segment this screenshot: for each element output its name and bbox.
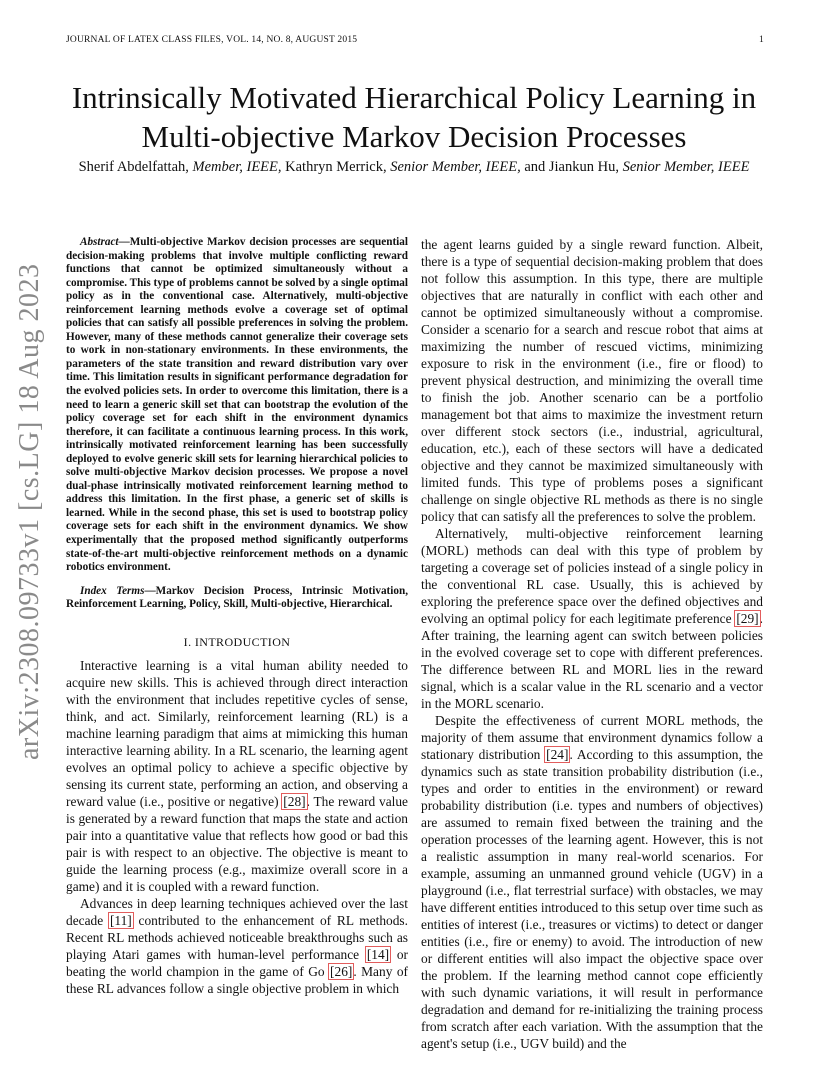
section-heading: I. INTRODUCTION bbox=[183, 634, 291, 649]
paragraph-text: Advances in deep learning techniques achieved over the last decade bbox=[66, 895, 408, 928]
intro-paragraph-5 bbox=[421, 712, 763, 1052]
citation-link[interactable]: [11] bbox=[109, 912, 132, 928]
author-name: and Jiankun Hu, bbox=[524, 159, 619, 175]
paragraph-text: . According to this assumption, the dynamics such as state transition probability distribution (i.e., types and order to entities in the environment) or reward probability distribution (i.e. types and numbers of objectives) are assumed to remain fixed between the training and the operation processes of the learning agent. However, this is not a realistic assumption in many real-world scenarios. For example, assuming an unmanned ground vehicle (UGV) in a playground (i.e., flat terrestrial surface) with obstacles, we may have different entities introduced to this setup over time such as entities of interest (i.e., treasures or victims) to detect or danger entities (i.e., fire or enemy) to avoid. The introduction of new or different entities will also impact the objective space over the problem. If the learning method cannot cope efficiently with such dynamic variations, it will result in performance degradation and demand for re-initializing the training process from scratch after each variation. With the assumption that the agent's setup (i.e., UGV build) and the bbox=[421, 747, 764, 1051]
abstract-lead: Abstract bbox=[80, 236, 119, 248]
paragraph-text: . After training, the learning agent can switch between policies in the evolved coverage set to cope with different preferences. The difference between RL and MORL lies in the reward signal, which is a scalar value in the RL scenario and a vector in the MORL scenario. bbox=[421, 611, 763, 711]
index-terms-text: —Markov Decision Process, Intrinsic Motivation, Reinforcement Learning, Policy, Skill, Multi-objective, Hierarchical. bbox=[66, 584, 408, 611]
paragraph-text: or beating the world champion in the game of Go bbox=[66, 946, 408, 979]
paragraph-text: Despite the effectiveness of current MORL methods, the majority of them assume that environment dynamics follow a stationary distribution bbox=[421, 713, 763, 762]
intro-paragraph-3: the agent learns guided by a single reward function. Albeit, there is a type of sequential decision-making problem that does not follow this assumption. In this type, there are multiple objectives that are naturally in conflict with each other and cannot be optimized simultaneously without a compromise. Consider a scenario for a search and rescue robot that aims at maximizing the number of rescued victims, minimizing exposure to risk in the environment (i.e., fire or flood) to prevent physical destruction, and minimizing the overall time to finish the job. Another scenario can be a portfolio management bot that aims to maximize the investment return over different stock sectors (i.e., industrial, agricultural, education, etc.), each of these sectors will have a dedicated objective and they cannot be maximized simultaneously with limited funds. This type of problems poses a significant challenge on single objective RL methods as there is no single policy that can satisfy all the preferences to solve the problem. bbox=[421, 237, 763, 524]
running-header bbox=[66, 35, 764, 49]
page-number: 1 bbox=[759, 35, 764, 45]
paragraph-text: . The reward value is generated by a reward function that maps the state and action pair into a quantitative value that reflects how good or bad this pair is with respect to an objective. The objective is meant to guide the learning process (e.g., maximize overall score in a game) and it is coupled with a reward function. bbox=[66, 793, 408, 894]
journal-name: JOURNAL OF LATEX CLASS FILES, VOL. 14, NO. 8, AUGUST 2015 bbox=[66, 35, 358, 45]
intro-paragraph-4 bbox=[421, 525, 763, 712]
abstract bbox=[66, 236, 408, 575]
paragraph-text: . Many of these RL advances follow a single objective problem in which bbox=[66, 963, 408, 996]
author-name: Kathryn Merrick, bbox=[285, 159, 387, 175]
paragraph-text: Interactive learning is a vital human ability needed to acquire new skills. This is achieved through direct interaction with the environment that includes repetitive cycles of sense, think, and act. Similarly, reinforcement learning (RL) is a machine learning paradigm that aims at mimicking this human interactive learning ability. In a RL scenario, the learning agent evolves an optimal policy to achieve a specific objective by sensing its current state, performing an action, and observing a reward value (i.e., positive or negative) bbox=[66, 657, 408, 809]
left-column bbox=[66, 236, 408, 997]
citation-link[interactable]: [29] bbox=[736, 611, 759, 626]
paper-title: Intrinsically Motivated Hierarchical Policy Learning in Multi-objective Markov Decision Processes bbox=[71, 80, 757, 154]
index-terms-lead: Index Terms bbox=[80, 584, 145, 597]
citation-link[interactable]: [26] bbox=[330, 963, 353, 979]
author-role: Member, IEEE, bbox=[192, 159, 282, 175]
right-column bbox=[421, 236, 763, 1052]
citation-link[interactable]: [14] bbox=[366, 946, 390, 962]
citation-link[interactable]: [24] bbox=[546, 747, 569, 762]
author-role: Senior Member, IEEE bbox=[622, 159, 750, 175]
abstract-text: —Multi-objective Markov decision processes are sequential decision-making problems that involve multiple conflicting reward functions that cannot be optimized simultaneously without a compromise. This type of problems cannot be solved by a single optimal policy as in the conventional case. Alternatively, multi-objective reinforcement learning methods evolve a coverage set of optimal policies that can satisfy all possible preferences in solving the problem. However, many of these methods cannot generalize their coverage sets to work in non-stationary environments. In these environments, the parameters of the state transition and reward distribution vary over time. This limitation results in significant performance degradation for the evolved policies sets. In order to overcome this limitation, there is a need to learn a generic skill set that can bootstrap the evolution of the policy coverage set for each shift in the environment dynamics therefore, it can facilitate a continuous learning process. In this work, intrinsically motivated reinforcement learning has been successfully deployed to evolve generic skill sets for learning hierarchical policies to solve multi-objective Markov decision processes. We propose a novel dual-phase intrinsically motivated reinforcement learning method to address this limitation. In the first phase, a generic set of skills is learned. While in the second phase, this set is used to bootstrap policy coverage sets for each shift in the environment dynamics. We show experimentally that the proposed method significantly outperforms state-of-the-art multi-objective reinforcement methods on a dynamic robotics environment. bbox=[66, 236, 408, 574]
intro-paragraph-2 bbox=[66, 895, 408, 997]
author-name: Sherif Abdelfattah, bbox=[78, 159, 189, 175]
citation-link[interactable]: [28] bbox=[283, 793, 306, 809]
intro-paragraph-1 bbox=[66, 657, 408, 895]
paragraph-text: Alternatively, multi-objective reinforcement learning (MORL) methods can deal with this type of problem by targeting a coverage set of policies instead of a single policy in the conventional RL case. Usually, this is achieved by exploring the preference space over the defined objectives and evolving an optimal policy for each legitimate preference bbox=[421, 526, 763, 626]
index-terms bbox=[66, 585, 408, 612]
author-line bbox=[40, 159, 788, 176]
arxiv-watermark: arXiv:2308.09733v1 [cs.LG] 18 Aug 2023 bbox=[14, 263, 45, 760]
author-role: Senior Member, IEEE, bbox=[390, 159, 521, 175]
paragraph-text: contributed to the enhancement of RL methods. Recent RL methods achieved noticeable breakthroughs such as playing Atari games with human-level performance bbox=[66, 912, 408, 962]
